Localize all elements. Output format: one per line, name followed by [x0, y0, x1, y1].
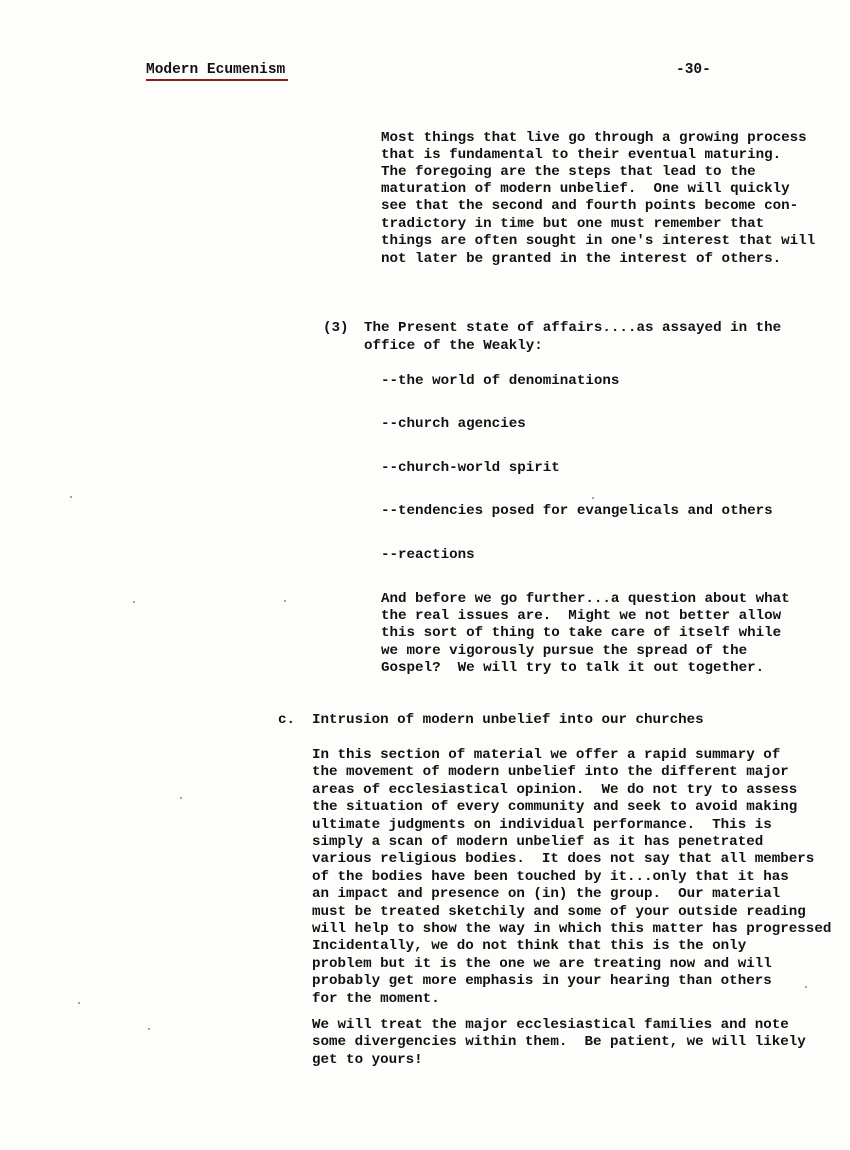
text-line: of the bodies have been touched by it...only that it has: [312, 869, 789, 885]
text-line: Incidentally, we do not think that this is the only: [312, 938, 747, 954]
text-line: that is fundamental to their eventual maturing.: [381, 147, 782, 163]
text-line: office of the Weakly:: [364, 338, 543, 354]
scan-speck: [284, 600, 286, 602]
text-line: see that the second and fourth points become con-: [381, 198, 799, 214]
text-line: problem but it is the one we are treating now and will: [312, 956, 772, 972]
list-item: --reactions: [381, 547, 475, 563]
document-title: Modern Ecumenism: [146, 62, 286, 78]
text-line: Gospel? We will try to talk it out together.: [381, 660, 765, 676]
scan-speck: [148, 1028, 150, 1030]
text-line: And before we go further...a question about what: [381, 591, 790, 607]
text-line: The foregoing are the steps that lead to the: [381, 164, 756, 180]
page-number: -30-: [676, 62, 711, 78]
text-line: things are often sought in one's interest that will: [381, 233, 816, 249]
text-line: We will treat the major ecclesiastical families and note: [312, 1017, 789, 1033]
text-line: will help to show the way in which this matter has progressed: [312, 921, 832, 937]
scan-speck: [805, 986, 807, 988]
text-line: In this section of material we offer a rapid summary of: [312, 747, 781, 763]
text-line: the real issues are. Might we not better allow: [381, 608, 782, 624]
text-line: for the moment.: [312, 991, 440, 1007]
text-line: not later be granted in the interest of others.: [381, 251, 782, 267]
scan-speck: [70, 496, 72, 498]
text-line: must be treated sketchily and some of your outside reading: [312, 904, 806, 920]
text-line: we more vigorously pursue the spread of the: [381, 643, 748, 659]
title-underline: [146, 79, 288, 81]
text-line: maturation of modern unbelief. One will quickly: [381, 181, 790, 197]
section-c-marker: c.: [278, 712, 296, 728]
text-line: some divergencies within them. Be patient, we will likely: [312, 1034, 806, 1050]
section-heading: Intrusion of modern unbelief into our churches: [312, 712, 704, 728]
scan-speck: [592, 497, 594, 499]
list-item: --tendencies posed for evangelicals and others: [381, 503, 773, 519]
list-item: --church-world spirit: [381, 460, 560, 476]
text-line: this sort of thing to take care of itself while: [381, 625, 782, 641]
scan-speck: [78, 1002, 80, 1004]
list-item: --church agencies: [381, 416, 526, 432]
text-line: tradictory in time but one must remember that: [381, 216, 765, 232]
text-line: simply a scan of modern unbelief as it has penetrated: [312, 834, 764, 850]
section-3-marker: (3): [323, 320, 349, 336]
text-line: the movement of modern unbelief into the different major: [312, 764, 789, 780]
text-line: various religious bodies. It does not say that all members: [312, 851, 815, 867]
scan-speck: [180, 797, 182, 799]
text-line: get to yours!: [312, 1052, 423, 1068]
text-line: areas of ecclesiastical opinion. We do not try to assess: [312, 782, 798, 798]
text-line: probably get more emphasis in your hearing than others: [312, 973, 772, 989]
scan-speck: [133, 601, 135, 603]
text-line: an impact and presence on (in) the group. Our material: [312, 886, 781, 902]
text-line: the situation of every community and seek to avoid making: [312, 799, 798, 815]
text-line: Most things that live go through a growing process: [381, 130, 807, 146]
text-line: The Present state of affairs....as assayed in the: [364, 320, 782, 336]
text-line: ultimate judgments on individual performance. This is: [312, 817, 772, 833]
list-item: --the world of denominations: [381, 373, 620, 389]
